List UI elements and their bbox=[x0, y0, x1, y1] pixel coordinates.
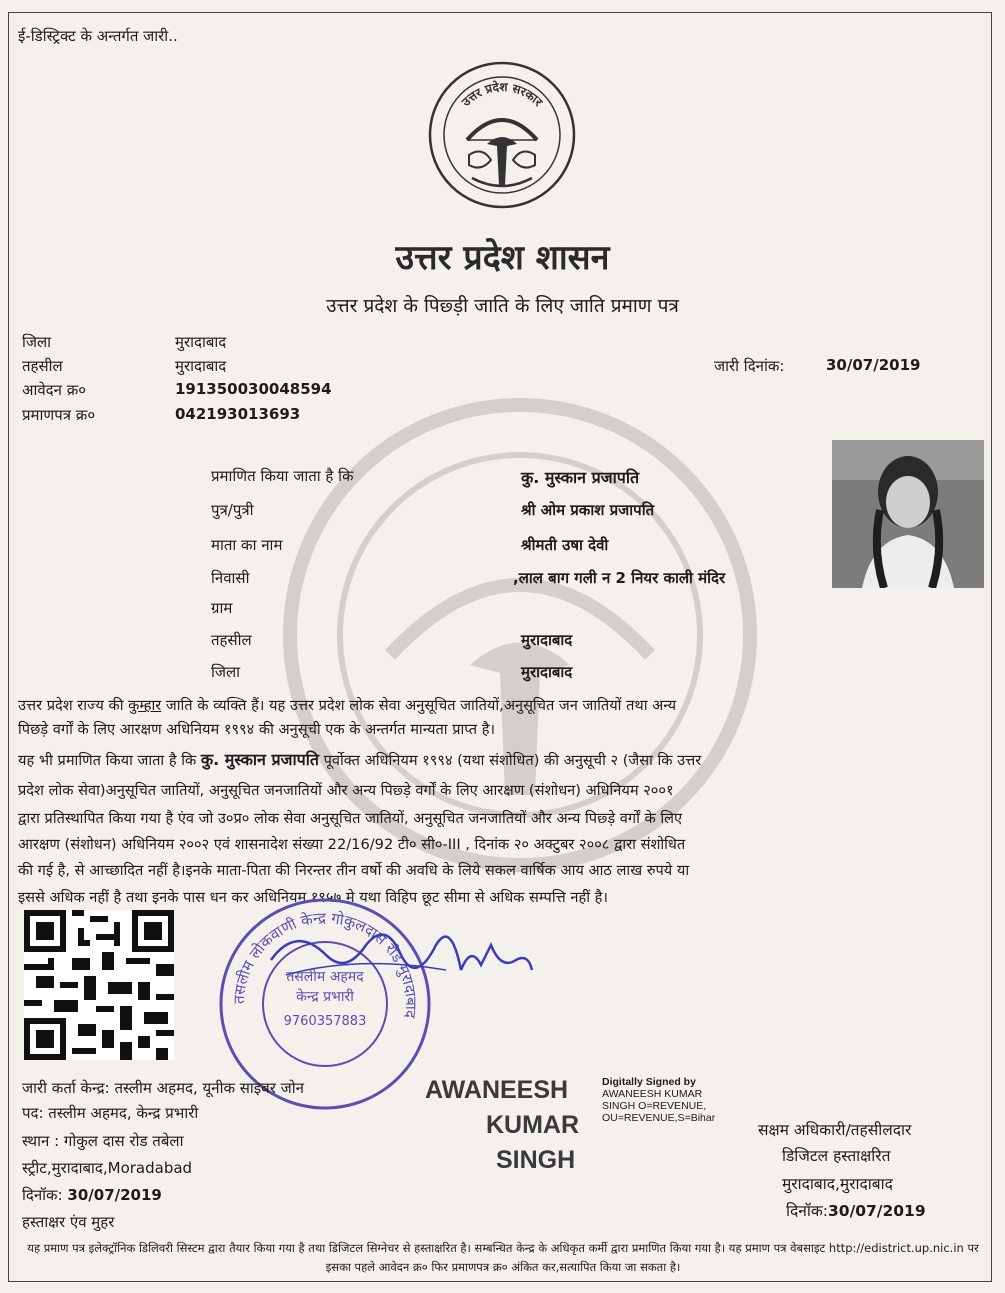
signer-name-line-1: AWANEESH bbox=[425, 1076, 569, 1104]
stamp-phone: 9760357883 bbox=[283, 1014, 367, 1029]
authority-title: सक्षम अधिकारी/तहसीलदार bbox=[758, 1121, 912, 1139]
paragraph-2-line-1: यह भी प्रमाणित किया जाता है कि कु. मुस्कान प्रजापति पूर्वोक्त अधिनियम १९९४ (यथा संशोधित) की अनुसूची २ (जैसा कि उत्तर bbox=[18, 750, 702, 769]
emblem-text: उत्तर प्रदेश सरकार bbox=[458, 79, 546, 110]
stamp-name: तसलीम अहमद bbox=[286, 969, 364, 985]
signer-name-line-3: SINGH bbox=[496, 1146, 576, 1174]
application-number: 191350030048594 bbox=[175, 380, 332, 398]
up-government-emblem-icon bbox=[427, 60, 577, 210]
detail-district-value: मुरादाबाद bbox=[521, 663, 573, 681]
issuer-place-line-1: स्थान : गोकुल दास रोड तबेला bbox=[22, 1132, 184, 1150]
issue-date-label: जारी दिनांक: bbox=[714, 357, 785, 375]
detail-tehsil-label: तहसील bbox=[211, 631, 252, 649]
document-subtitle: उत्तर प्रदेश के पिछ्ड़ी जाति के लिए जाति प्रमाण पत्र bbox=[326, 295, 679, 317]
mother-label: माता का नाम bbox=[211, 536, 283, 554]
signer-name-line-2: KUMAR bbox=[486, 1111, 580, 1139]
issuer-post: पद: तस्लीम अहमद, केन्द्र प्रभारी bbox=[22, 1104, 199, 1122]
document-title: उत्तर प्रदेश शासन bbox=[395, 238, 610, 278]
certificate-number: 042193013693 bbox=[175, 405, 301, 423]
tehsil-label: तहसील bbox=[22, 357, 63, 375]
paragraph-1-line-1: उत्तर प्रदेश राज्य की कुम्हार जाति के व्यक्ति हैं। यह उत्तर प्रदेश लोक सेवा अनुसूचित जातियों,अनुसूचित जन जातियों तथा अन्य bbox=[18, 697, 677, 714]
paragraph-2-line-3: द्वारा प्रतिस्थापित किया गया है एंव जो उ०प्र० लोक सेवा अनुसूचित जातियों, अनुसूचित जनजातियों और अन्य पिछ्ड़े वर्गों के लिए bbox=[18, 810, 683, 827]
authority-digital-signed: डिजिटल हस्ताक्षरित bbox=[782, 1147, 891, 1165]
detail-district-label: जिला bbox=[211, 663, 241, 681]
issuing-center: जारी कर्ता केन्द्र: तस्लीम अहमद, यूनीक साइबर जोन bbox=[22, 1079, 304, 1097]
issue-date-value: 30/07/2019 bbox=[826, 356, 921, 374]
paragraph-2-line-4: आरक्षण (संशोधन) अधिनियम २००२ एवं शासनादेश संख्या 22/16/92 टी० सी०-III , दिनांक २० अक्टुबर २००८ द्वारा संशोधित bbox=[18, 836, 686, 853]
district-value: मुरादाबाद bbox=[175, 333, 227, 351]
qr-code-icon bbox=[24, 910, 174, 1060]
svg-text:उत्तर प्रदेश सरकार bbox=[458, 80, 546, 110]
digital-sign-details: Digitally Signed by AWANEESH KUMAR SINGH O=REVENUE, OU=REVENUE,S=Bihar bbox=[602, 1076, 716, 1124]
caste-name: कुम्हार bbox=[128, 697, 162, 714]
resident-address: ,लाल बाग गली न 2 नियर काली मंदिर bbox=[513, 569, 726, 587]
tehsil-value: मुरादाबाद bbox=[175, 357, 227, 375]
paragraph-2-line-2: प्रदेश लोक सेवा)अनुसूचित जातियों, अनुसूचित जनजातियों और अन्य पिछ्ड़े वर्गों के लिए आरक्षण (संशोधन) अधिनियम २००१ bbox=[18, 782, 674, 799]
issuer-place-line-2: स्ट्रीट,मुरादाबाद,Moradabad bbox=[22, 1159, 193, 1177]
footer-note: यह प्रमाण पत्र इलेक्ट्रॉनिक डिलिवरी सिस्टम द्वारा तैयार किया गया है तथा डिजिटल सिग्नेचर से हस्ताक्षरित है। सम्बन्धित केन्द्र के अधिकृत कर्मी द्वारा प्रमाणित किया गया है। यह प्रमाण पत्र वेबसाइट http://edistrict.up.nic.in पर इसका पहले आवेदन क्र० फिर प्रमाणपत्र क्र० अंकित कर,सत्यापित किया जा सकता है। bbox=[27, 1241, 979, 1274]
application-label: आवेदन क्र० bbox=[22, 381, 87, 399]
resident-label: निवासी bbox=[211, 569, 250, 587]
issued-under-note: ई-डिस्ट्रिक्ट के अन्तर्गत जारी.. bbox=[18, 27, 178, 45]
stamp-role: केन्द्र प्रभारी bbox=[296, 989, 354, 1005]
certificate-label: प्रमाणपत्र क्र० bbox=[22, 406, 96, 424]
paragraph-2-line-6: इससे अधिक नहीं है तथा इनके पास धन कर अधिनियम १९५७ मे यथा विहिप छूट सीमा से अधिक सम्पत्ति नहीं है। bbox=[18, 889, 608, 906]
authority-date: दिनॉक:30/07/2019 bbox=[786, 1202, 926, 1220]
paragraph-2-line-5: की गई है, से आच्छादित नहीं है।इनके माता-पिता की निरन्तर तीन वर्षो की अवधि के लिये सकल वार्षिक आय आठ लाख रुपये या bbox=[18, 862, 690, 879]
mother-name: श्रीमती उषा देवी bbox=[521, 536, 609, 554]
handwritten-signature bbox=[266, 915, 536, 1025]
district-label: जिला bbox=[22, 333, 52, 351]
father-name: श्री ओम प्रकाश प्रजापति bbox=[521, 501, 655, 519]
issuer-sign-label: हस्ताक्षर एंव मुहर bbox=[22, 1213, 115, 1231]
paragraph-applicant-name: कु. मुस्कान प्रजापति bbox=[200, 750, 319, 769]
stamp-outer-text: तसलीम लोकवाणी केन्द्र गोकुलदास रोड मुरादाबाद bbox=[229, 908, 421, 1020]
certified-label: प्रमाणित किया जाता है कि bbox=[211, 467, 354, 485]
issuer-date: दिनॉक: 30/07/2019 bbox=[22, 1186, 162, 1204]
paragraph-1-line-2: पिछड़े वर्गों के लिए आरक्षण अधिनियम १९९४ की अनुसूची एक के अन्तर्गत मान्यता प्राप्त है। bbox=[18, 721, 496, 738]
authority-location: मुरादाबाद,मुरादाबाद bbox=[782, 1175, 893, 1193]
village-label: ग्राम bbox=[211, 599, 233, 617]
applicant-name: कु. मुस्कान प्रजापति bbox=[521, 468, 640, 487]
detail-tehsil-value: मुरादाबाद bbox=[521, 631, 573, 649]
applicant-photo bbox=[832, 440, 984, 588]
son-daughter-label: पुत्र/पुत्री bbox=[211, 501, 254, 519]
